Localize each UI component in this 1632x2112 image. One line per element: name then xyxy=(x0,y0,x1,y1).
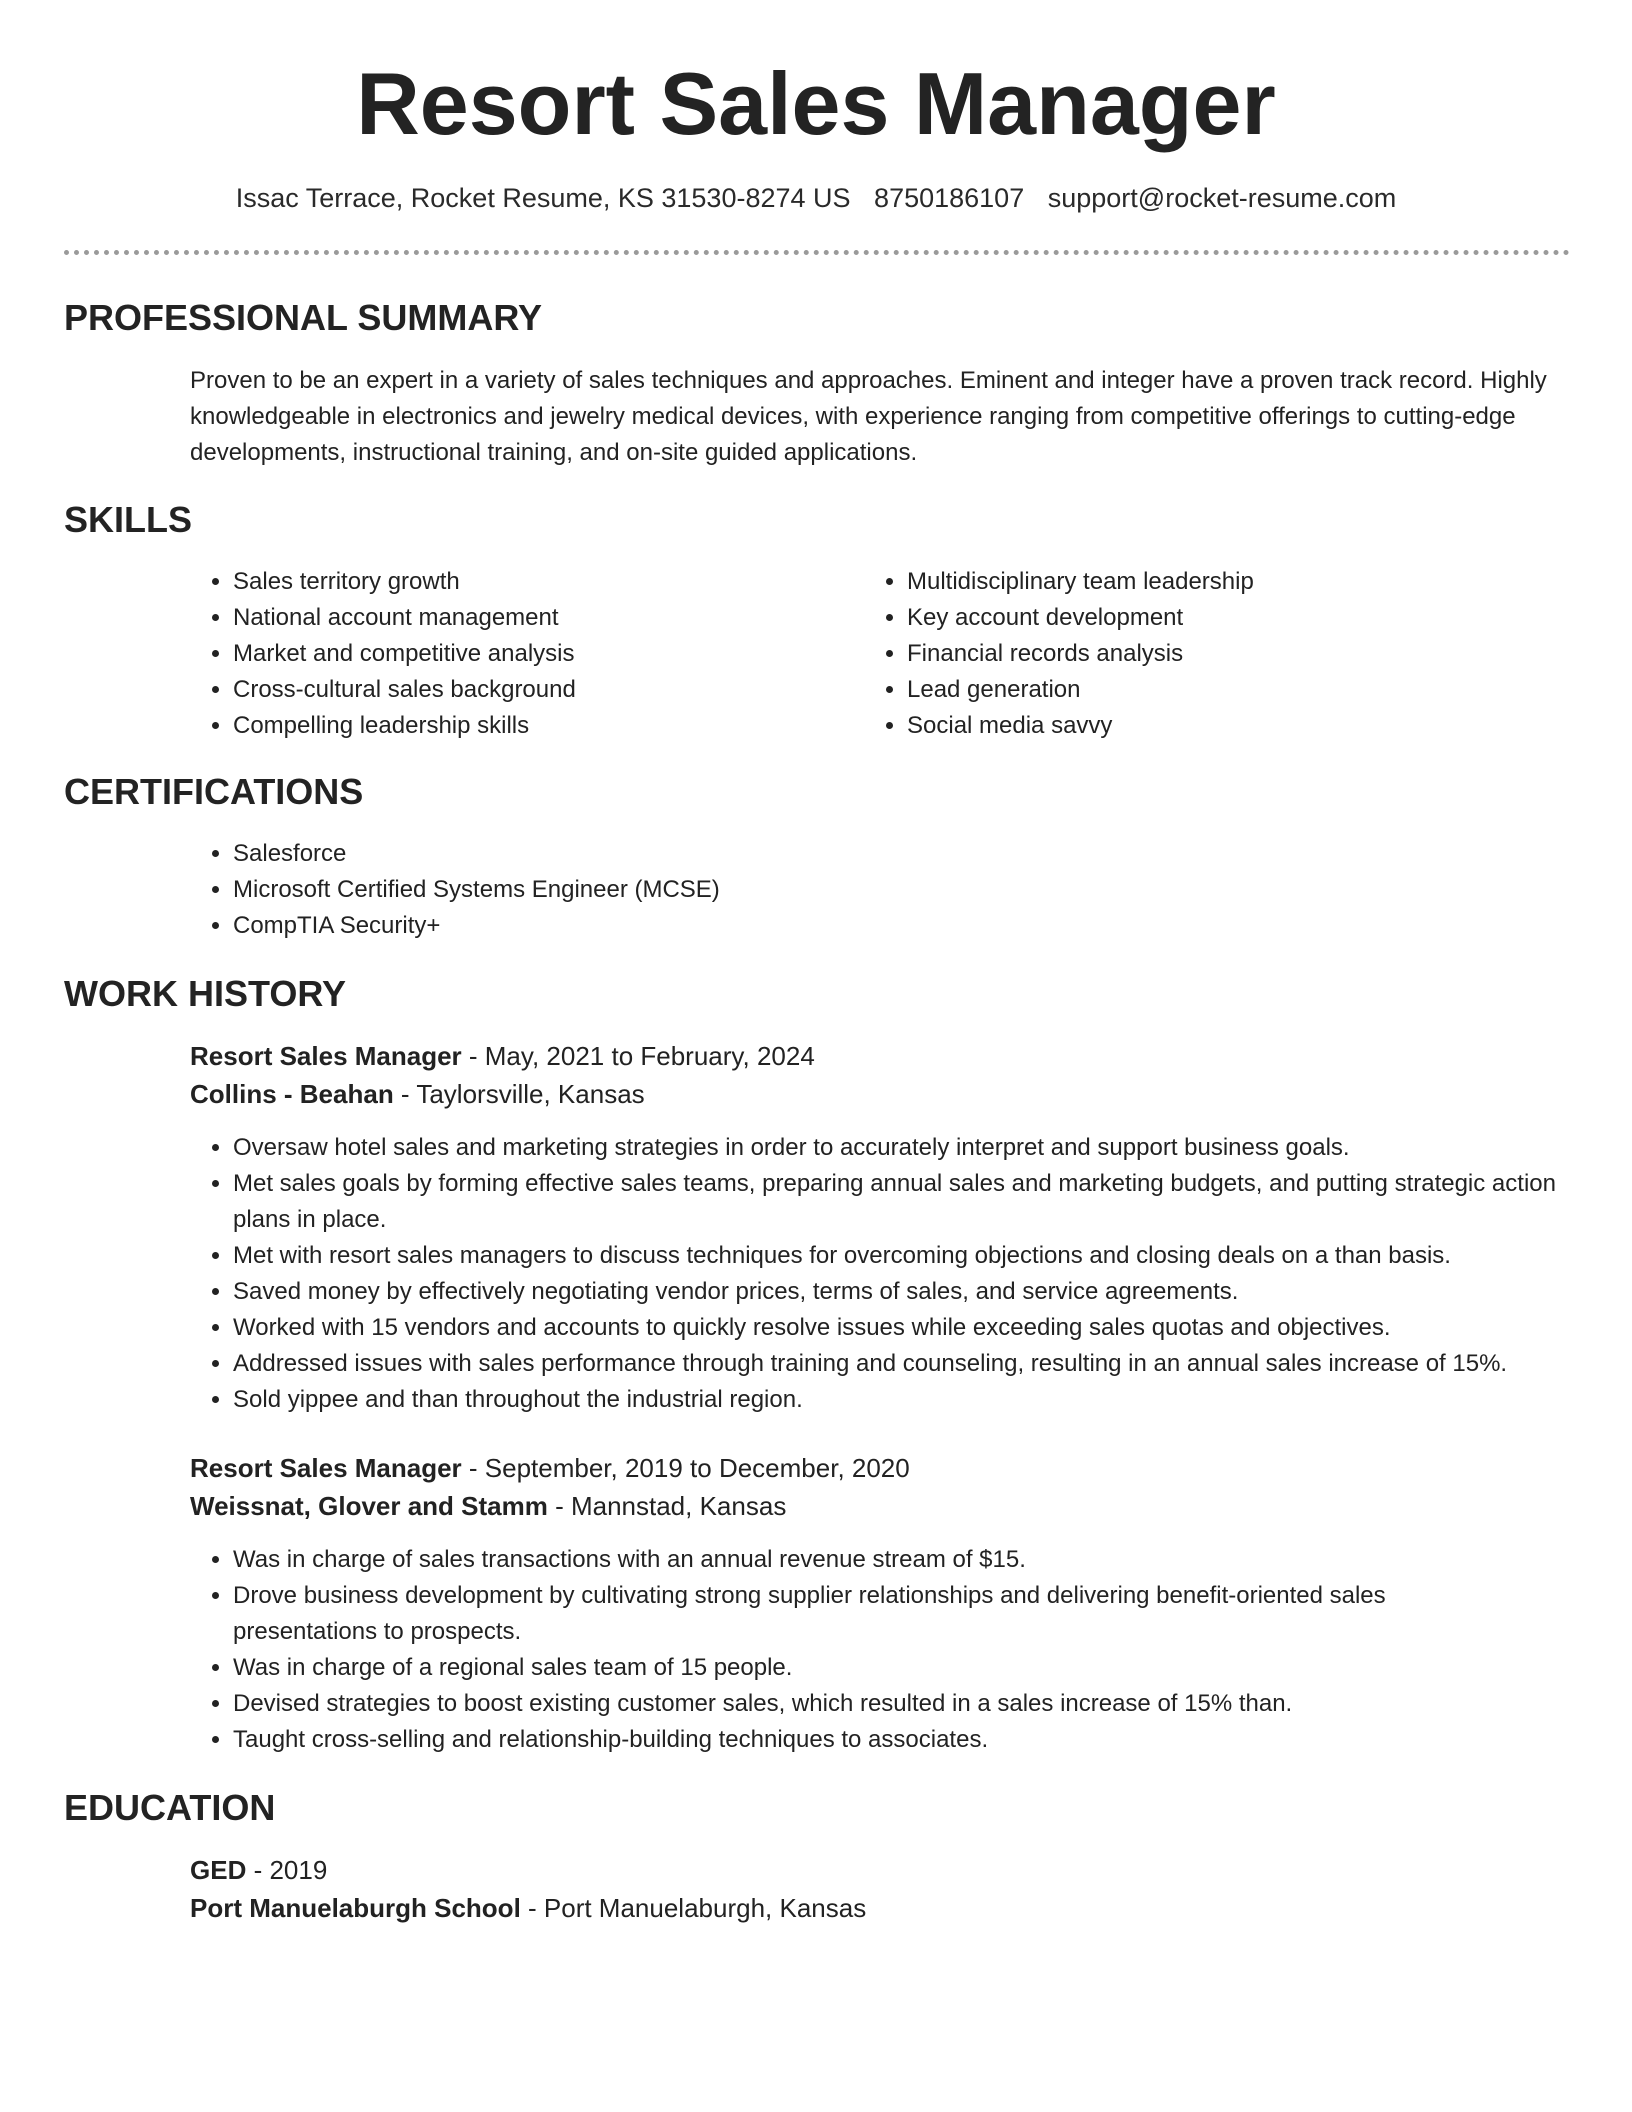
education-location: - Port Manuelaburgh, Kansas xyxy=(520,1893,867,1923)
skill-item: • Social media savvy xyxy=(907,708,1507,744)
job-role: Resort Sales Manager xyxy=(190,1453,462,1483)
contact-address: Issac Terrace, Rocket Resume, KS 31530-8274 US xyxy=(235,183,851,213)
certification-item: • Microsoft Certified Systems Engineer (MCSE) xyxy=(233,872,1533,908)
job-dates: - May, 2021 to February, 2024 xyxy=(461,1041,815,1071)
contact-line xyxy=(0,180,1632,216)
education-heading: EDUCATION xyxy=(64,1787,276,1828)
job-company: Collins - Beahan xyxy=(190,1079,394,1109)
education-school: Port Manuelaburgh School xyxy=(190,1893,521,1923)
job-company: Weissnat, Glover and Stamm xyxy=(190,1491,548,1521)
job-bullet: • Saved money by effectively negotiating vendor prices, terms of sales, and service agreements. xyxy=(233,1274,1613,1310)
skills-list-right xyxy=(864,564,1507,744)
skill-item: • Sales territory growth xyxy=(233,564,833,600)
education-school-line xyxy=(190,1890,866,1926)
certifications-heading: CERTIFICATIONS xyxy=(64,771,364,812)
job-bullet: • Met with resort sales managers to discuss techniques for overcoming objections and closing deals on a than basis. xyxy=(233,1238,1613,1274)
skill-item: • Financial records analysis xyxy=(907,636,1507,672)
job-location: - Taylorsville, Kansas xyxy=(393,1079,645,1109)
job-bullet: • Taught cross-selling and relationship-building techniques to associates. xyxy=(233,1722,1533,1758)
education-degree: GED xyxy=(190,1855,247,1885)
education-degree-line xyxy=(190,1852,327,1888)
job-title-line xyxy=(190,1450,910,1486)
skills-list-left xyxy=(190,564,833,744)
education-year: - 2019 xyxy=(246,1855,328,1885)
skill-item: • Key account development xyxy=(907,600,1507,636)
job-bullet: • Drove business development by cultivating strong supplier relationships and delivering benefit-oriented sales presentations to prospects. xyxy=(233,1578,1533,1650)
skill-item: • Market and competitive analysis xyxy=(233,636,833,672)
job-dates: - September, 2019 to December, 2020 xyxy=(461,1453,910,1483)
work-history-heading: WORK HISTORY xyxy=(64,973,347,1014)
certifications-list xyxy=(190,836,1533,944)
job-company-line xyxy=(190,1488,786,1524)
skills-heading: SKILLS xyxy=(64,499,193,540)
contact-phone: 8750186107 xyxy=(874,183,1025,213)
job-bullet: • Was in charge of a regional sales team of 15 people. xyxy=(233,1650,1533,1686)
job-role: Resort Sales Manager xyxy=(190,1041,462,1071)
skill-item: • Multidisciplinary team leadership xyxy=(907,564,1507,600)
job-bullet: • Sold yippee and than throughout the industrial region. xyxy=(233,1382,1613,1418)
header-divider xyxy=(64,250,1570,255)
job-bullet: • Devised strategies to boost existing customer sales, which resulted in a sales increase of 15% than. xyxy=(233,1686,1533,1722)
skill-item: • Cross-cultural sales background xyxy=(233,672,833,708)
job-bullet: • Was in charge of sales transactions with an annual revenue stream of $15. xyxy=(233,1542,1533,1578)
skill-item: • Lead generation xyxy=(907,672,1507,708)
skill-item: • National account management xyxy=(233,600,833,636)
job-company-line xyxy=(190,1076,645,1112)
job-bullet: • Addressed issues with sales performance through training and counseling, resulting in an annual sales increase of 15%. xyxy=(233,1346,1613,1382)
job-bullet: • Oversaw hotel sales and marketing strategies in order to accurately interpret and support business goals. xyxy=(233,1130,1613,1166)
skill-item: • Compelling leadership skills xyxy=(233,708,833,744)
certification-item: • CompTIA Security+ xyxy=(233,908,1533,944)
contact-email: support@rocket-resume.com xyxy=(1047,183,1397,213)
summary-text: Proven to be an expert in a variety of sales techniques and approaches. Eminent and integer have a proven track record. Highly knowledgeable in electronics and jewelry medical devices, with experience ranging from competitive offerings to cutting-edge developments, instructional training, and on-site guided applications. xyxy=(190,367,1547,466)
job-title-line xyxy=(190,1038,815,1074)
job-bullet: • Met sales goals by forming effective sales teams, preparing annual sales and marketing budgets, and putting strategic action plans in place. xyxy=(233,1166,1613,1238)
job-bullets xyxy=(190,1542,1533,1758)
job-bullets xyxy=(190,1130,1613,1418)
job-bullet: • Worked with 15 vendors and accounts to quickly resolve issues while exceeding sales quotas and objectives. xyxy=(233,1310,1613,1346)
job-location: - Mannstad, Kansas xyxy=(547,1491,787,1521)
resume-name: Resort Sales Manager xyxy=(356,54,1276,153)
summary-heading: PROFESSIONAL SUMMARY xyxy=(64,297,543,338)
certification-item: • Salesforce xyxy=(233,836,1533,872)
